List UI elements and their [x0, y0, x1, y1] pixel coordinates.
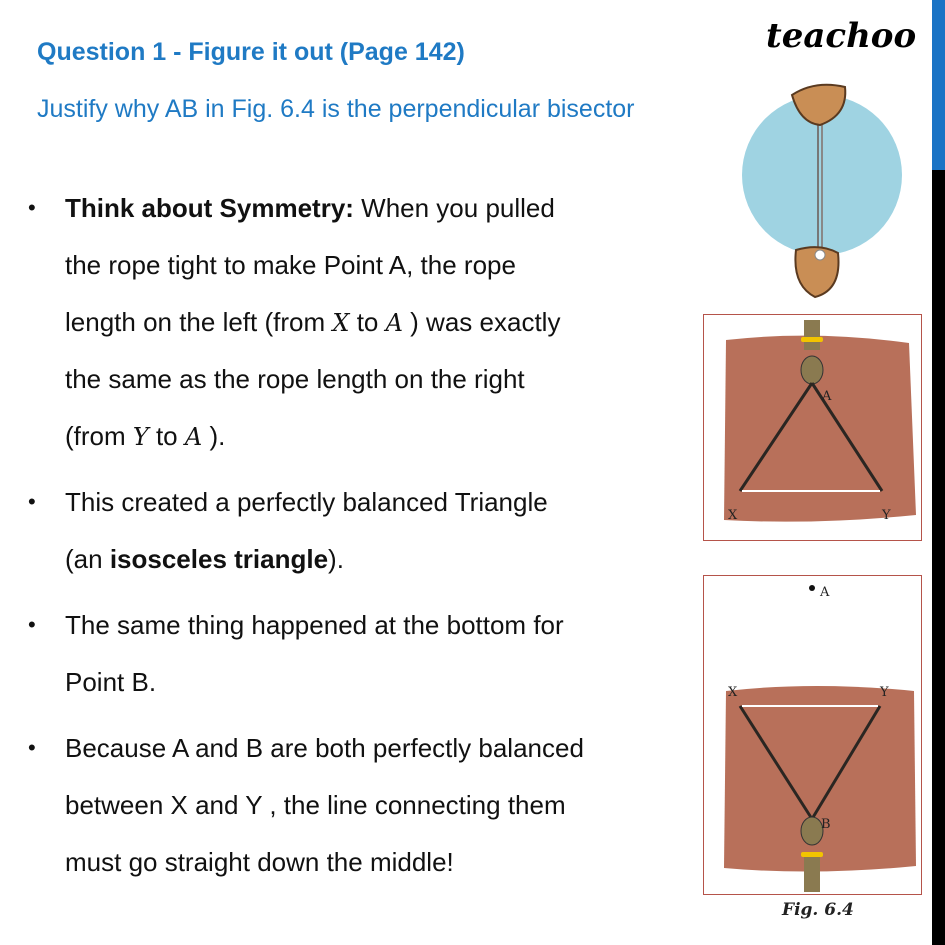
label-y: Y — [880, 685, 889, 700]
teachoo-logo: teachoo — [766, 16, 917, 56]
text-post: ). — [328, 544, 344, 574]
text-text: Point B. — [65, 667, 157, 697]
text-text: Because A and B are both perfectly balanced — [65, 733, 584, 763]
bullet-line — [65, 847, 454, 878]
balloon-illustration — [720, 75, 930, 305]
text-m1: Y — [132, 423, 149, 451]
text-m1: X — [332, 309, 350, 337]
label-b: B — [821, 817, 831, 832]
side-bar-blue — [932, 0, 945, 170]
label-a: A — [822, 389, 832, 404]
text-text: the same as the rope length on the right — [65, 364, 525, 394]
bullet-marker: • — [28, 612, 36, 637]
bullet-line — [65, 364, 525, 395]
side-bar-black — [932, 170, 945, 945]
label-y: Y — [882, 508, 891, 523]
bullet-line — [65, 733, 584, 764]
text-text: This created a perfectly balanced Triangle — [65, 487, 548, 517]
bullet-line — [65, 667, 156, 698]
label-a: A — [820, 585, 830, 600]
bullet-line — [65, 421, 225, 452]
text-text: the rope tight to make Point A, the rope — [65, 250, 516, 280]
figure-caption: Fig. 6.4 — [782, 900, 854, 920]
text-text: When you pulled — [353, 193, 555, 223]
text-mid: to — [148, 421, 185, 451]
bullet-line — [65, 610, 564, 641]
text-m2: A — [184, 423, 203, 451]
text-pre: (an — [65, 544, 110, 574]
label-x: X — [728, 508, 738, 523]
text-bold: isosceles triangle — [109, 544, 329, 574]
bullet-marker: • — [28, 489, 36, 514]
bullet-line — [65, 544, 344, 575]
bullet-line — [65, 307, 560, 338]
text-pre: (from — [65, 421, 133, 451]
text-mid: to — [349, 307, 386, 337]
text-post: ) was exactly — [402, 307, 561, 337]
figure-triangle-bottom — [703, 575, 922, 895]
question-subtitle: Justify why AB in Fig. 6.4 is the perpendicular bisector — [37, 95, 635, 123]
question-title: Question 1 - Figure it out (Page 142) — [37, 38, 465, 66]
bullet-line — [65, 250, 516, 281]
text-text: The same thing happened at the bottom for — [65, 610, 564, 640]
text-text: must go straight down the middle! — [65, 847, 454, 877]
text-text: between X and Y , the line connecting them — [65, 790, 566, 820]
bullet-line — [65, 487, 548, 518]
figure-triangle-top — [703, 314, 922, 541]
bullet-marker: • — [28, 735, 36, 760]
text-pre: length on the left (from — [65, 307, 333, 337]
text-m2: A — [385, 309, 403, 337]
bullet-line — [65, 193, 555, 224]
label-x: X — [728, 685, 738, 700]
bullet-marker: • — [28, 195, 36, 220]
text-post: ). — [202, 421, 226, 451]
text-bold: Think about Symmetry: — [65, 193, 354, 223]
bullet-line — [65, 790, 566, 821]
